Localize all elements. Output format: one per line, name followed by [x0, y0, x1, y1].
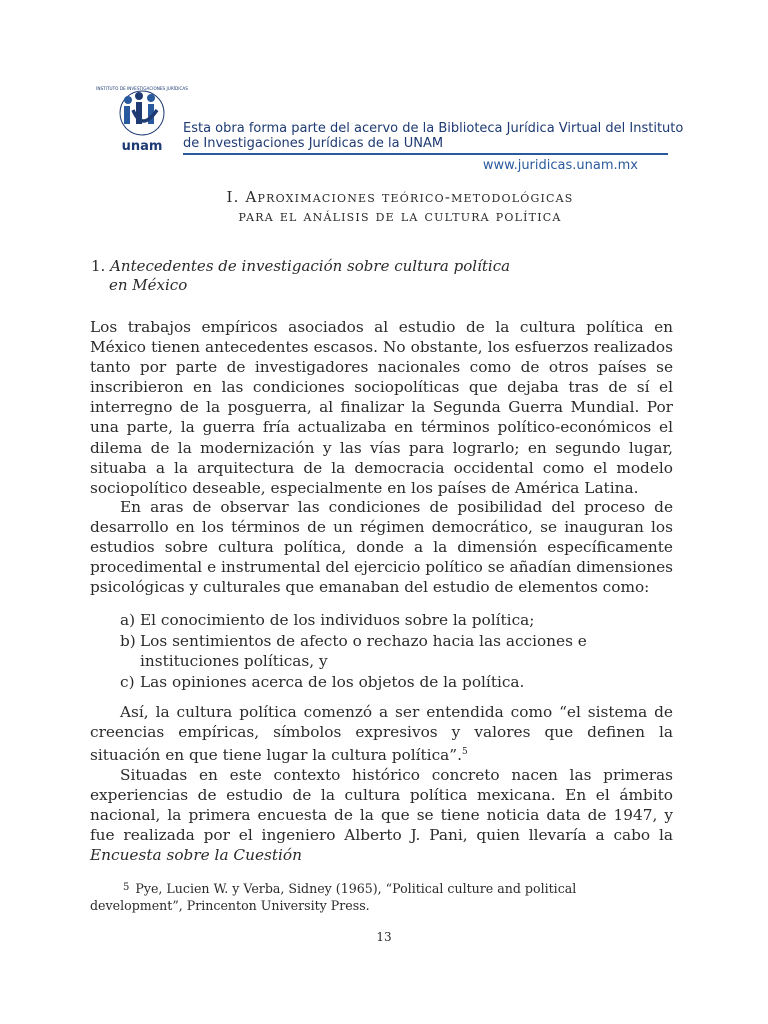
footnote [90, 879, 673, 914]
header-line1: Esta obra forma parte del acervo de la Biblioteca Jurídica Virtual del Instituto [183, 121, 684, 136]
list-marker: a) [120, 611, 136, 629]
paragraph-3 [90, 702, 673, 765]
footnote-number: 5 [123, 882, 130, 893]
header-line2: de Investigaciones Jurídicas de la UNAM [183, 136, 444, 151]
logo-ring-text: INSTITUTO DE INVESTIGACIONES JURÍDICAS [96, 86, 188, 91]
list-item [120, 610, 680, 631]
unam-logo [96, 80, 188, 155]
list-item [120, 672, 680, 693]
section-title-line1: Antecedentes de investigación sobre cultura política [110, 257, 511, 275]
section-title-line2: en México [109, 276, 188, 294]
logo-text: unam [121, 139, 163, 154]
section-heading [91, 256, 510, 276]
list-text: Los sentimientos de afecto o rechazo hacia las acciones e instituciones políticas, y [140, 631, 587, 670]
list-text: El conocimiento de los individuos sobre la política; [140, 611, 535, 629]
list-marker: b) [120, 631, 136, 650]
list-text: Las opiniones acerca de los objetos de la política. [140, 672, 525, 691]
header-rule [183, 153, 668, 155]
page-number: 13 [376, 930, 392, 944]
header-url-link[interactable]: www.juridicas.unam.mx [482, 158, 638, 173]
chapter-title [120, 188, 680, 226]
paragraph-4-italic: Encuesta sobre la Cuestión [90, 846, 302, 865]
paragraph-4 [90, 765, 673, 865]
section-number: 1. [91, 257, 106, 275]
footnote-text: Pye, Lucien W. y Verba, Sidney (1965), “Political culture and political development”, Princenton University Press. [90, 881, 577, 913]
footnote-ref[interactable]: 5 [461, 747, 468, 758]
paragraph-4-text: Situadas en este contexto histórico concreto nacen las primeras experiencias de estudio de la cultura política mexicana. En el ámbito nacional, la primera encuesta de la que se tiene noticia data de 1947, y fue realizada por el ingeniero Alberto J. Pani, quien llevaría a cabo la [90, 766, 673, 845]
paragraph-2: En aras de observar las condiciones de posibilidad del proceso de desarrollo en los términos de un régimen democrático, se inauguran los estudios sobre cultura política, donde a la dimensión específicamente procedimental e instrumental del ejercicio político se añadían dimensiones psicológicas y culturales que emanaban del estudio de elementos como: [90, 498, 673, 597]
list-item [120, 631, 680, 672]
chapter-title-line2: para el análisis de la cultura política [238, 207, 562, 225]
chapter-title-line1: I. Aproximaciones teórico-metodológicas [226, 188, 574, 206]
element-list [120, 610, 680, 692]
paragraph-1: Los trabajos empíricos asociados al estudio de la cultura política en México tienen antecedentes escasos. No obstante, los esfuerzos realizados tanto por parte de investigadores nacionales como de otros países se inscribieron en las condiciones sociopolíticas que dejaba tras de sí el interregno de la posguerra, al finalizar la Segunda Guerra Mundial. Por una parte, la guerra fría actualizaba en términos político-económicos el dilema de la modernización y las vías para lograrlo; en segundo lugar, situaba a la arquitectura de la democracia occidental como el modelo sociopolítico deseable, especialmente en los países de América Latina. [90, 318, 673, 497]
paragraph-3-text: Así, la cultura política comenzó a ser entendida como “el sistema de creencias empíricas, símbolos expresivos y valores que definen la situación en que tiene lugar la cultura política”. [90, 703, 673, 765]
list-marker: c) [120, 672, 135, 691]
